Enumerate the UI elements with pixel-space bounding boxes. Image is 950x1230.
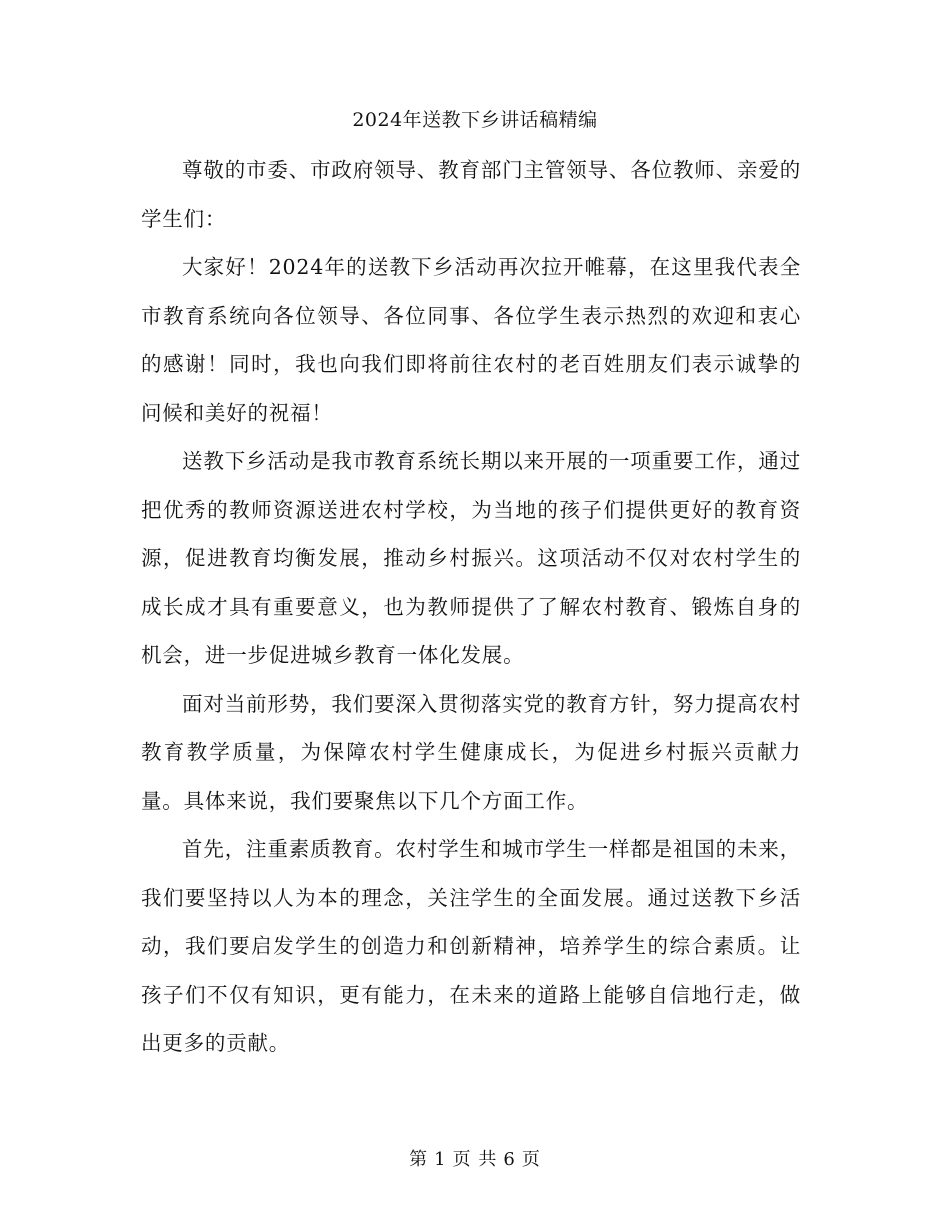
current-page-number: 1: [434, 1149, 447, 1170]
total-pages-number: 6: [503, 1149, 516, 1170]
document-title: 2024年送教下乡讲话稿精编: [352, 109, 598, 131]
paragraph-current-situation: 面对当前形势，我们要深入贯彻落实党的教育方针，努力提高农村教育教学质量，为保障农村学生健康成长，为促进乡村振兴贡献力量。具体来说，我们要聚焦以下几个方面工作。: [141, 691, 801, 813]
paragraph-quality-education: 首先，注重素质教育。农村学生和城市学生一样都是祖国的未来，我们要坚持以人为本的理念，关注学生的全面发展。通过送教下乡活动，我们要启发学生的创造力和创新精神，培养学生的综合素质。让孩子们不仅有知识，更有能力，在未来的道路上能够自信地行走，做出更多的贡献。: [141, 837, 801, 1055]
paragraph-activity-intro: 送教下乡活动是我市教育系统长期以来开展的一项重要工作，通过把优秀的教师资源送进农村学校，为当地的孩子们提供更好的教育资源，促进教育均衡发展，推动乡村振兴。这项活动不仅对农村学生的成长成才具有重要意义，也为教师提供了了解农村教育、锻炼自身的机会，进一步促进城乡教育一体化发展。: [141, 449, 801, 667]
page-number-footer: [0, 1147, 950, 1173]
footer-prefix: 第: [409, 1149, 429, 1170]
paragraph-salutation: 尊敬的市委、市政府领导、教育部门主管领导、各位教师、亲爱的学生们：: [141, 158, 801, 231]
paragraph-greeting: 大家好！2024年的送教下乡活动再次拉开帷幕，在这里我代表全市教育系统向各位领导、各位同事、各位学生表示热烈的欢迎和衷心的感谢！同时，我也向我们即将前往农村的老百姓朋友们表示诚挚的问候和美好的祝福！: [141, 255, 801, 425]
footer-suffix: 页: [521, 1149, 541, 1170]
document-body: [141, 146, 801, 1068]
footer-mid: 页 共: [452, 1149, 498, 1170]
